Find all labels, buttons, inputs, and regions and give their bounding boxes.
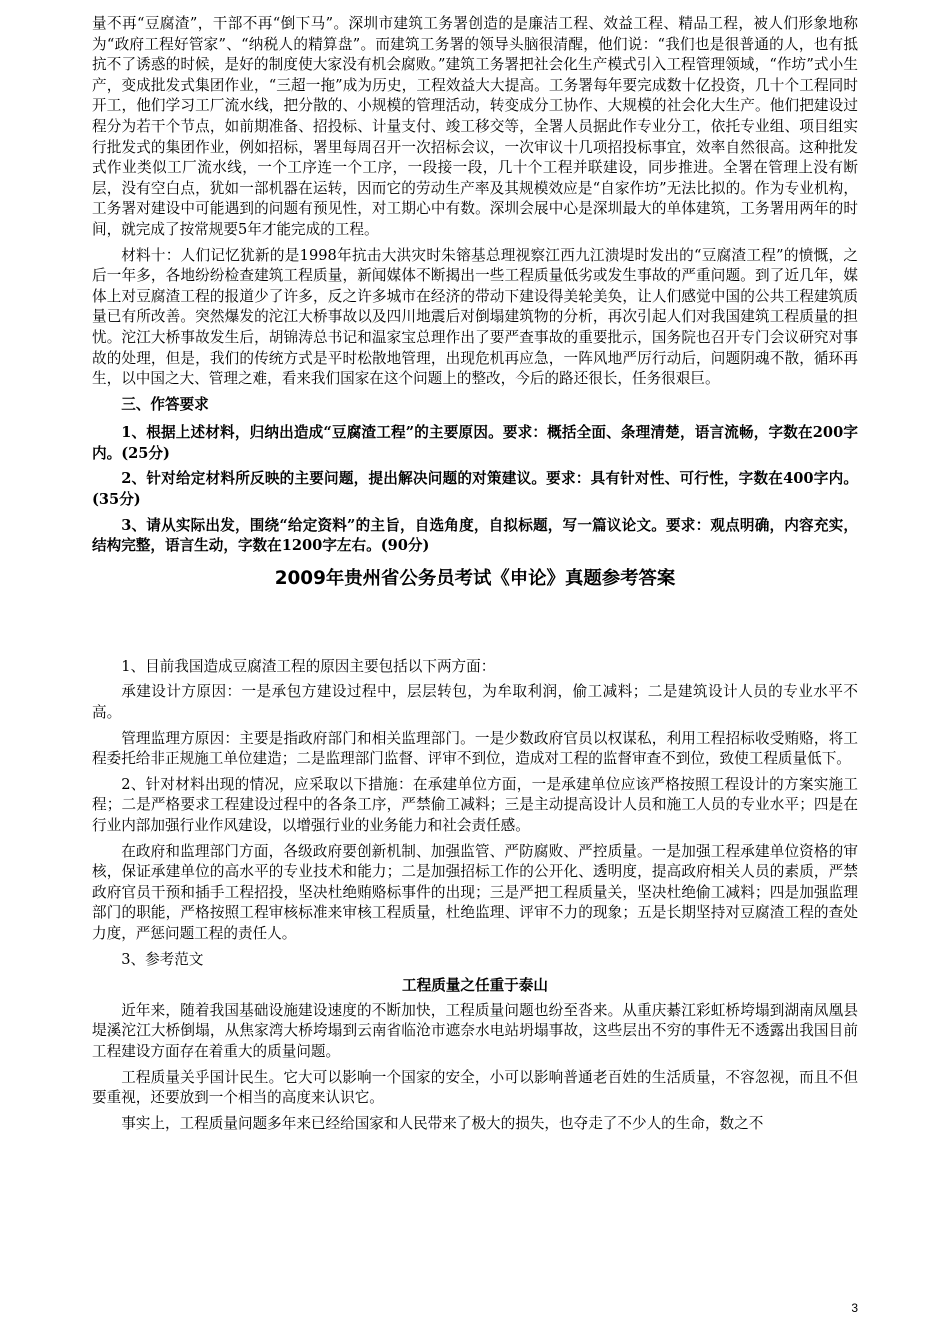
answer-1-contractor: 承建设计方原因：一是承包方建设过程中，层层转包，为牟取利润，偷工减料；二是建筑设计人员的专业水平不高。 [92,683,858,722]
answer-3-intro: 3、参考范文 [121,950,204,968]
answer-title: 2009年贵州省公务员考试《申论》真题参考答案 [274,567,676,589]
material-ten: 材料十：人们记忆犹新的是1998年抗击大洪灾时朱镕基总理视察江西九江溃堤时发出的“豆腐渣工程”的愤慨，之后一年多，各地纷纷检查建筑工程质量，新闻媒体不断揭出一些工程质量低劣或发生事故的严重问题。到了近几年，媒体上对豆腐渣工程的报道少了许多，反之许多城市在经济的带动下建设得美轮美奂，让人们感觉中国的公共工程建筑质量已有所改善。突然爆发的沱江大桥事故以及四川地震后对倒塌建筑物的分析，再次引起人们对我国建筑工程质量的担忧。沱江大桥事故发生后，胡锦涛总书记和温家宝总理作出了要严查事故的重要批示，国务院也召开专门会议研究对事故的处理，但是，我们的传统方式是平时松散地管理，出现危机再应急，一阵风地严厉行动后，问题阴魂不散，循环再生，以中国之大、管理之难，看来我们国家在这个问题上的整改，今后的路还很长，任务很艰巨。 [92,246,858,388]
requirements-heading: 三、作答要求 [121,395,209,413]
essay-paragraph-3: 事实上，工程质量问题多年来已经给国家和人民带来了极大的损失，也夺走了不少人的生命，数之不 [121,1114,764,1132]
answer-1-intro: 1、目前我国造成豆腐渣工程的原因主要包括以下两方面： [121,657,496,675]
answer-2-contractor: 2、针对材料出现的情况，应采取以下措施：在承建单位方面，一是承建单位应该严格按照工程设计的方案实施工程；二是严格要求工程建设过程中的各条工序，严禁偷工减料；三是主动提高设计人员和施工人员的专业水平；四是在行业内部加强行业作风建设，以增强行业的业务能力和社会责任感。 [92,775,858,834]
answer-2-government: 在政府和监理部门方面，各级政府要创新机制、加强监管、严防腐败、严控质量。一是加强工程承建单位资格的审核，保证承建单位的高水平的专业技术和能力；二是加强招标工作的公开化、透明度，提高政府相关人员的素质，严禁政府官员干预和插手工程招投，坚决杜绝贿赂标事件的出现；三是严把工程质量关，坚决杜绝偷工减料；四是加强监理部门的职能，严格按照工程审核标准来审核工程质量，杜绝监理、评审不力的现象；五是长期坚持对豆腐渣工程的查处力度，严惩问题工程的责任人。 [92,842,858,942]
essay-paragraph-1: 近年来，随着我国基础设施建设速度的不断加快，工程质量问题也纷至沓来。从重庆綦江彩虹桥垮塌到湖南凤凰县堤溪沱江大桥倒塌，从焦家湾大桥垮塌到云南省临沧市遮奈水电站坍塌事故，这些层出不穷的事件无不透露出我国目前工程建设方面存在着重大的质量问题。 [92,1001,858,1060]
essay-paragraph-2: 工程质量关乎国计民生。它大可以影响一个国家的安全，小可以影响普通老百姓的生活质量，不容忽视，而且不但要重视，还要放到一个相当的高度来认识它。 [92,1068,858,1107]
spacer [92,593,858,657]
requirement-2: 2、针对给定材料所反映的主要问题，提出解决问题的对策建议。要求：具有针对性、可行性，字数在400字内。 (35分) [92,470,858,509]
requirement-1: 1、根据上述材料，归纳出造成“豆腐渣工程”的主要原因。要求：概括全面、条理清楚，语言流畅，字数在200字内。(25分) [92,424,858,462]
requirement-3: 3、请从实际出发，围绕“给定资料”的主旨，自选角度，自拟标题，写一篇议论文。要求：观点明确，内容充实，结构完整，语言生动，字数在1200字左右。(90分) [92,516,858,555]
answer-1-supervision: 管理监理方原因：主要是指政府部门和相关监理部门。一是少数政府官员以权谋私，利用工程招标收受贿赂，将工程委托给非正规施工单位建造；二是监理部门监督、评审不到位，造成对工程的监督审查不到位，致使工程质量低下。 [92,729,858,768]
page-number: 3 [851,1301,858,1315]
essay-title: 工程质量之任重于泰山 [402,977,548,995]
material-nine-continued: 量不再“豆腐渣”，干部不再“倒下马”。深圳市建筑工务署创造的是廉洁工程、效益工程、精品工程，被人们形象地称为“政府工程好管家”、“纳税人的精算盘”。而建筑工务署的领导头脑很清醒，他们说：“我们也是很普通的人，也有抵抗不了诱惑的时候，是好的制度使大家没有机会腐败。”建筑工务署把社会化生产模式引入工程管理领域，“作坊”式小生产，变成批发式集团作业，“三超一拖”成为历史，工程效益大大提高。工务署每年要完成数十亿投资，几十个工程同时开工，他们学习工厂流水线，把分散的、小规模的管理活动，转变成分工协作、大规模的社会化大生产。他们把建设过程分为若干个节点，如前期准备、招投标、计量支付、竣工移交等，全署人员据此作专业分工，依托专业组、项目组实行批发式的集团作业，例如招标，署里每周召开一次招标会议，一次审议十几项招投标事宜，效率自然很高。这种批发式作业类似工厂流水线，一个工序连一个工序，一段接一段，几十个工程并联建设，同步推进。全署在管理上没有断层，没有空白点，犹如一部机器在运转，因而它的劳动生产率及其规模效应是“自家作坊”无法比拟的。作为专业机构，工务署对建设中可能遇到的问题有预见性，对工期心中有数。深圳会展中心是深圳最大的单体建筑，工务署用两年的时间，就完成了按常规要5年才能完成的工程。 [92,15,858,238]
